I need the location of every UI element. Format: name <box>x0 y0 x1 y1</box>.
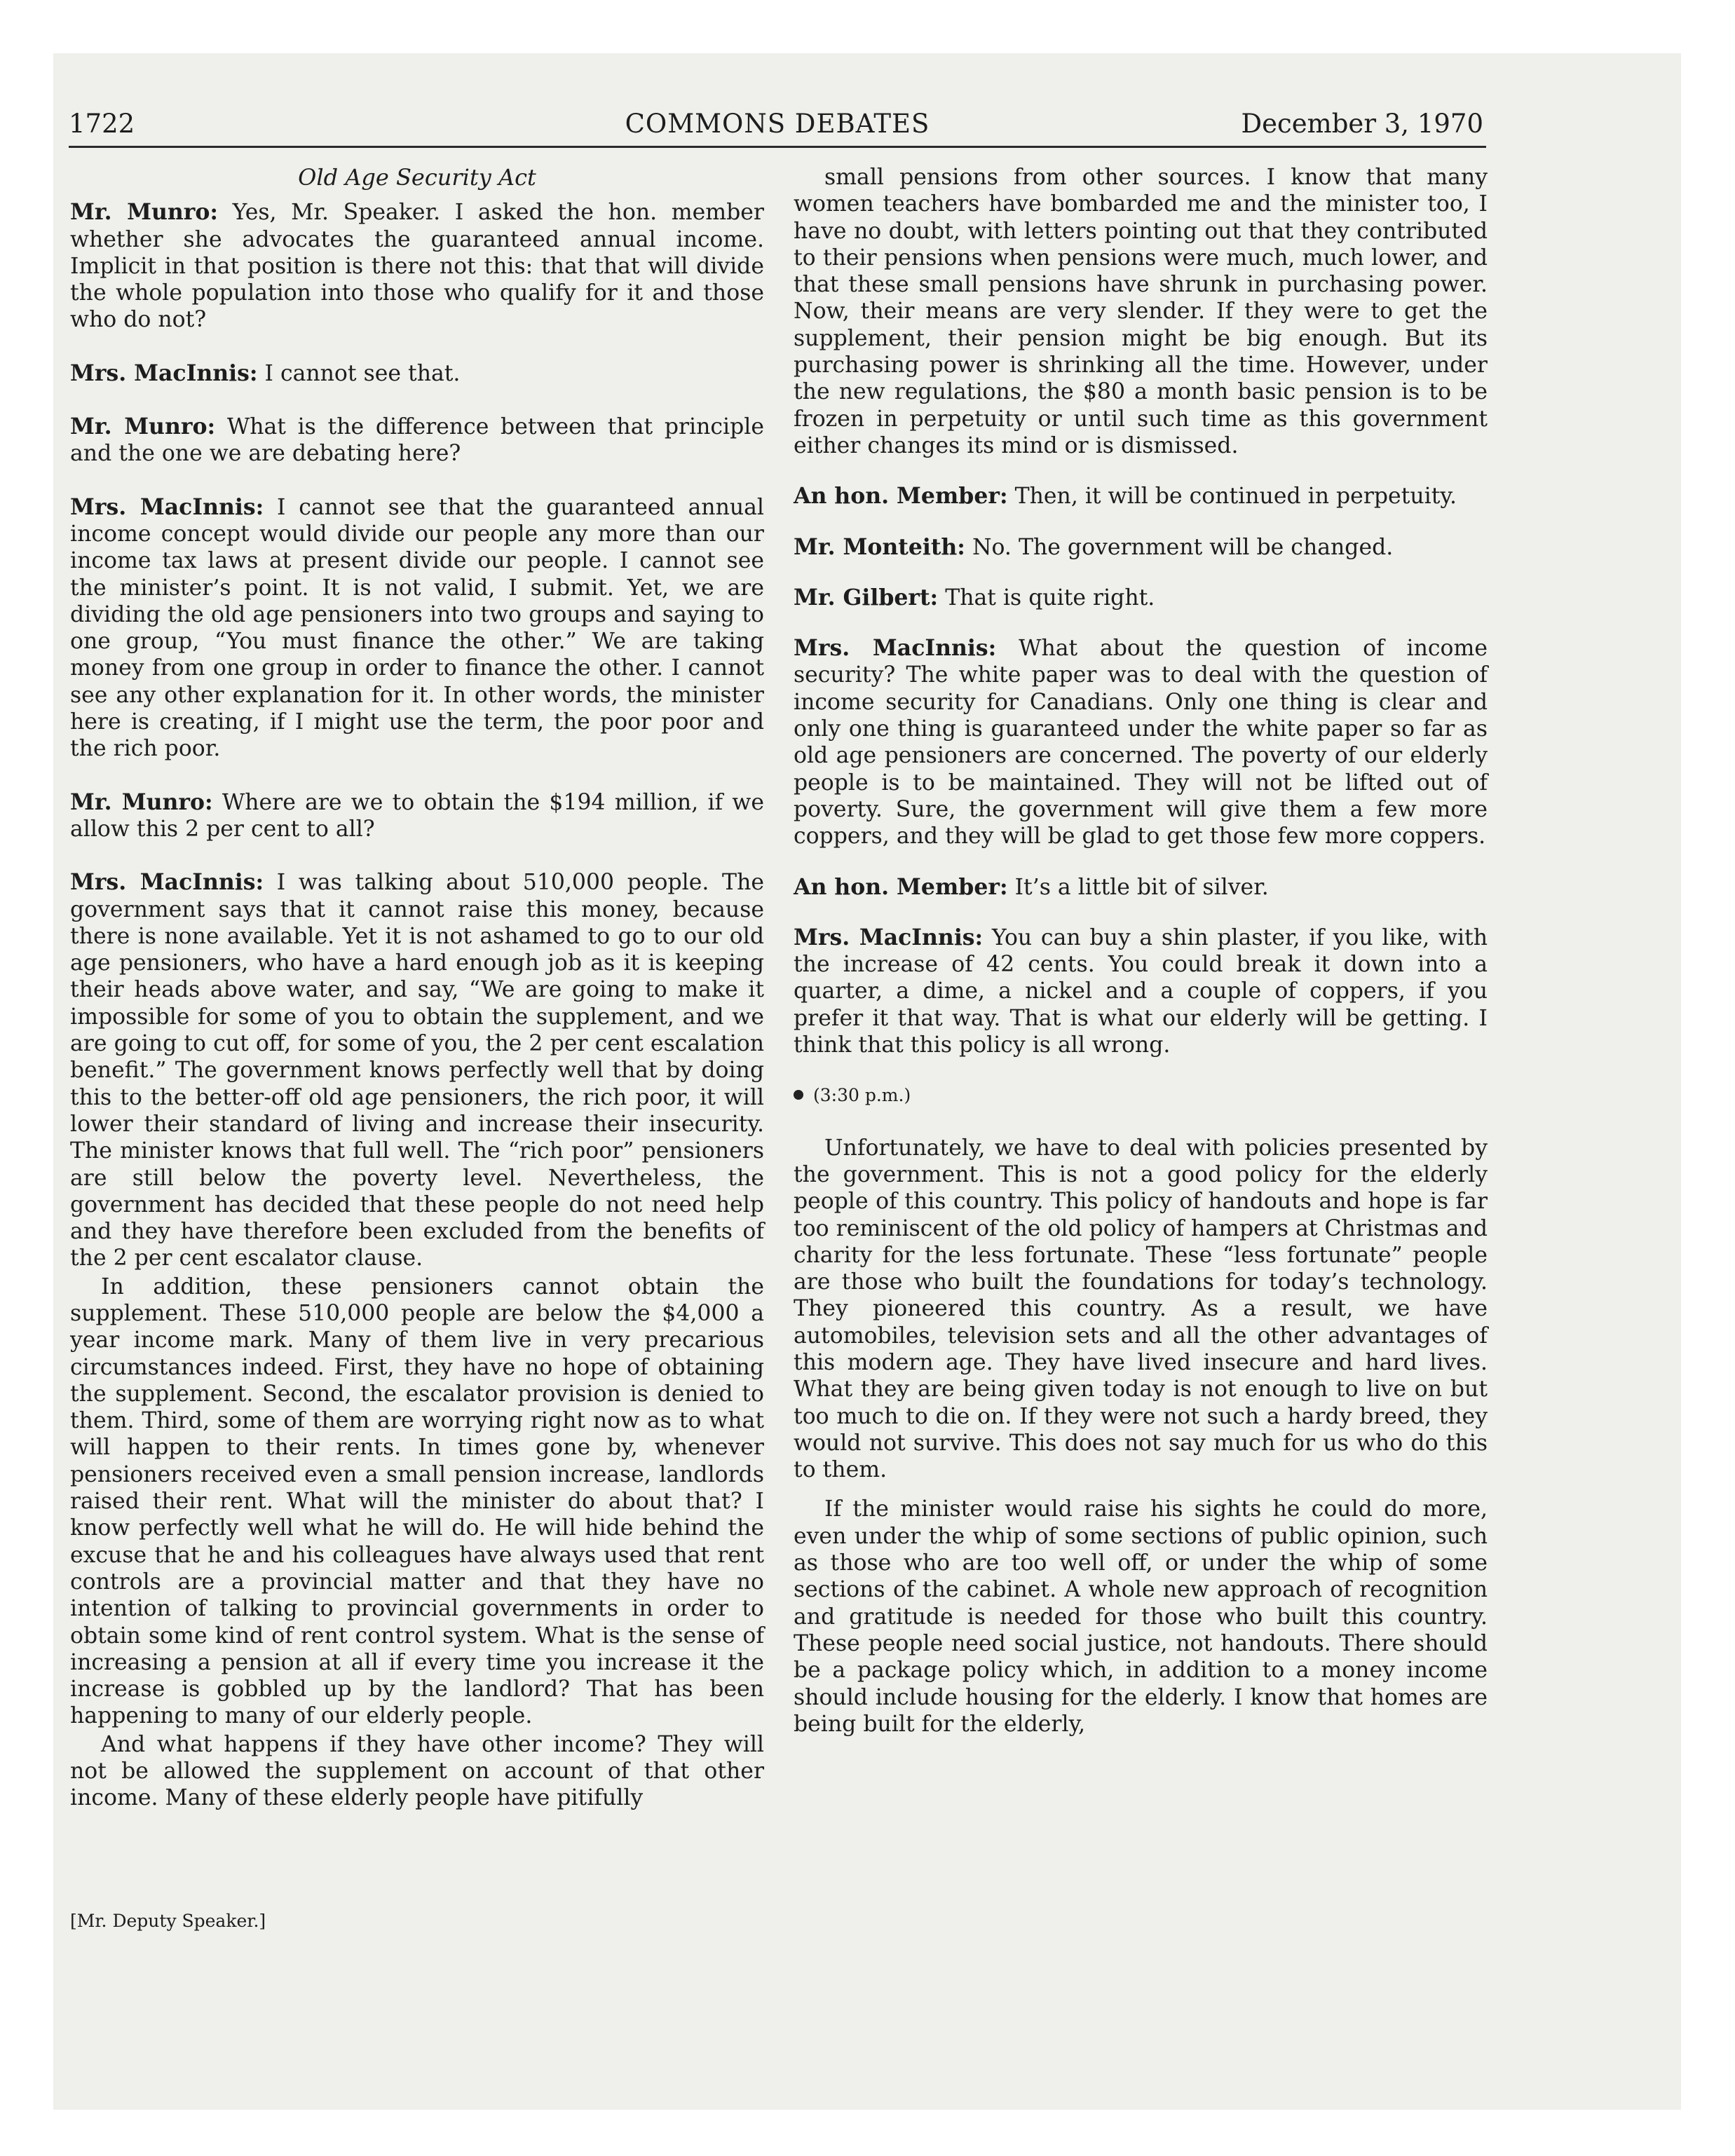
speaker-name: Mrs. MacInnis: <box>70 360 258 386</box>
speaker-name: Mr. Gilbert: <box>794 584 939 610</box>
speech-text: Then, it will be continued in perpetuity. <box>1014 484 1457 510</box>
time-stamp <box>794 1082 1488 1109</box>
speech-text: Unfortunately, we have to deal with policies presented by the government. This is not a good policy for the elderly people of this country. This policy of handouts and hope is far too reminiscent of the old policy of hampers at Christmas and charity for the less fortunate. These “less fortunate” people are those who built the foundations for today’s technology. They pioneered this country. As a result, we have automobiles, television sets and all the other advantages of this modern age. They have lived insecure and hard lives. What they are being given today is not enough to live on but too much to die on. If they were not such a hardy breed, they would not survive. This does not say much for us who do this to them. <box>794 1135 1488 1483</box>
speech-text: It’s a little bit of silver. <box>1014 874 1269 900</box>
page-date: December 3, 1970 <box>1241 109 1483 139</box>
speaker-name: An hon. Member: <box>794 483 1008 510</box>
paragraph <box>70 1274 764 1730</box>
paragraph <box>794 164 1488 459</box>
page-header <box>69 104 1486 148</box>
speech-paragraph <box>70 869 764 1271</box>
speech-paragraph <box>794 874 1488 901</box>
speech-text: And what happens if they have other income? They will not be allowed the supplement on account of that other income. Many of these elderly people have pitifully <box>70 1731 764 1811</box>
speech-paragraph <box>794 534 1488 561</box>
speech-text: I cannot see that. <box>264 360 461 386</box>
speech-paragraph <box>70 414 764 468</box>
paragraph <box>794 1135 1488 1484</box>
speech-text: Yes, Mr. Speaker. I asked the hon. member whether she advocates the guaranteed annual income. Implicit in that position is there not this: that that will divide the whole population into those who qualify for it and those who do not? <box>70 200 764 333</box>
speech-text: What is the difference between that principle and the one we are debating here? <box>70 414 765 467</box>
speaker-name: Mr. Munro: <box>70 789 213 815</box>
speech-paragraph <box>794 925 1488 1058</box>
speech-text: Where are we to obtain the $194 million, if we allow this 2 per cent to all? <box>70 789 765 842</box>
speech-paragraph <box>794 635 1488 850</box>
page-number: 1722 <box>69 109 135 139</box>
speech-text: You can buy a shin plaster, if you like, with the increase of 42 cents. You could break it down into a quarter, a dime, a nickel and a couple of coppers, if you prefer it that way. That is what our elderly will be getting. I think that this policy is all wrong. <box>794 925 1488 1058</box>
left-paragraphs <box>70 199 764 1811</box>
speaker-name: Mr. Munro: <box>70 199 219 226</box>
speaker-name: Mr. Monteith: <box>794 533 965 560</box>
paragraph <box>70 1731 764 1812</box>
section-heading: Old Age Security Act <box>298 164 536 191</box>
speech-text: I cannot see that the guaranteed annual income concept would divide our people any more than our income tax laws at present divide our people. I cannot see the minister’s point. It is not valid, I submit. Yet, we are dividing the old age pensioners into two groups and saying to one group, “You must finance the other.” We are taking money from one group in order to finance the other. I cannot see any other explanation for it. In other words, the minister here is creating, if I might use the term, the poor poor and the rich poor. <box>70 494 764 762</box>
right-column <box>794 164 1488 1764</box>
speech-text: I was talking about 510,000 people. The government says that it cannot raise this money, because there is none available. Yet it is not ashamed to go to our old age pensioners, who have a hard enough job as it is keeping their heads above water, and say, “We are going to make it impossible for some of you to obtain the supplement, and we are going to cut off, for some of you, the 2 per cent escalation benefit.” The government knows perfectly well that by doing this to the better-off old age pensioners, the rich poor, it will lower their standard of living and increase their insecurity. The minister knows that full well. The “rich poor” pensioners are still below the poverty level. Nevertheless, the government has decided that these people do not need help and they have therefore been excluded from the benefits of the 2 per cent escalator clause. <box>70 870 764 1271</box>
speaker-name: An hon. Member: <box>794 873 1008 900</box>
speaker-name: Mrs. MacInnis: <box>794 924 984 950</box>
running-title: COMMONS DEBATES <box>625 109 930 139</box>
speaker-name: Mrs. MacInnis: <box>794 635 997 662</box>
paragraph <box>794 1496 1488 1738</box>
speech-paragraph <box>70 360 764 387</box>
speech-paragraph <box>70 494 764 763</box>
left-column <box>70 164 764 1812</box>
speech-paragraph <box>794 483 1488 510</box>
speech-text: No. The government will be changed. <box>972 534 1394 560</box>
speech-paragraph <box>794 585 1488 611</box>
speaker-name: Mrs. MacInnis: <box>70 493 264 520</box>
speech-paragraph <box>70 789 764 843</box>
speech-text: What about the question of income security? The white paper was to deal with the question of income security for Canadians. Only one thing is clear and only one thing is guaranteed under the white paper so far as old age pensioners are concerned. The poverty of our elderly people is to be maintained. They will not be lifted out of poverty. Sure, the government will give them a few more coppers, and they will be glad to get those few more coppers. <box>794 636 1488 850</box>
bullet-icon <box>794 1090 803 1100</box>
speaker-name: Mr. Munro: <box>70 414 216 440</box>
speech-text: In addition, these pensioners cannot obtain the supplement. These 510,000 people are below the $4,000 a year income mark. Many of them live in very precarious circumstances indeed. First, they have no hope of obtaining the supplement. Second, the escalator provision is denied to them. Third, some of them are worrying right now as to what will happen to their rents. In times gone by, whenever pensioners received even a small pension increase, landlords raised their rent. What will the minister do about that? I know perfectly well what he will do. He will hide behind the excuse that he and his colleagues have always used that rent controls are a provincial matter and that they have no intention of talking to provincial governments in order to obtain some kind of rent control system. What is the sense of increasing a pension at all if every time you increase it the increase is gobbled up by the landlord? That has been happening to many of our elderly people. <box>70 1274 764 1729</box>
speech-text: That is quite right. <box>945 585 1155 610</box>
speech-text: If the minister would raise his sights he could do more, even under the whip of some sections of public opinion, such as those who are too well off, or under the whip of some sections of the cabinet. A whole new approach of recognition and gratitude is needed for those who built this country. These people need social justice, not handouts. There should be a package policy which, in addition to a money income should include housing for the elderly. I know that homes are being built for the elderly, <box>794 1496 1488 1737</box>
footnote: [Mr. Deputy Speaker.] <box>70 1911 266 1931</box>
right-paragraphs-after <box>794 1135 1488 1738</box>
speech-text: small pensions from other sources. I know that many women teachers have bombarded me and the minister too, I have no doubt, with letters pointing out that they contributed to their pensions when pensions were much, much lower, and that these small pensions have shrunk in purchasing power. Now, their means are very slender. If they were to get the supplement, their pension might be big enough. But its purchasing power is shrinking all the time. However, under the new regulations, the $80 a month basic pension is to be frozen in perpetuity or until such time as this government either changes its mind or is dismissed. <box>794 165 1488 458</box>
speech-paragraph <box>70 199 764 333</box>
speaker-name: Mrs. MacInnis: <box>70 869 264 896</box>
right-paragraphs <box>794 164 1488 1058</box>
time-stamp-text: (3:30 p.m.) <box>813 1085 911 1106</box>
